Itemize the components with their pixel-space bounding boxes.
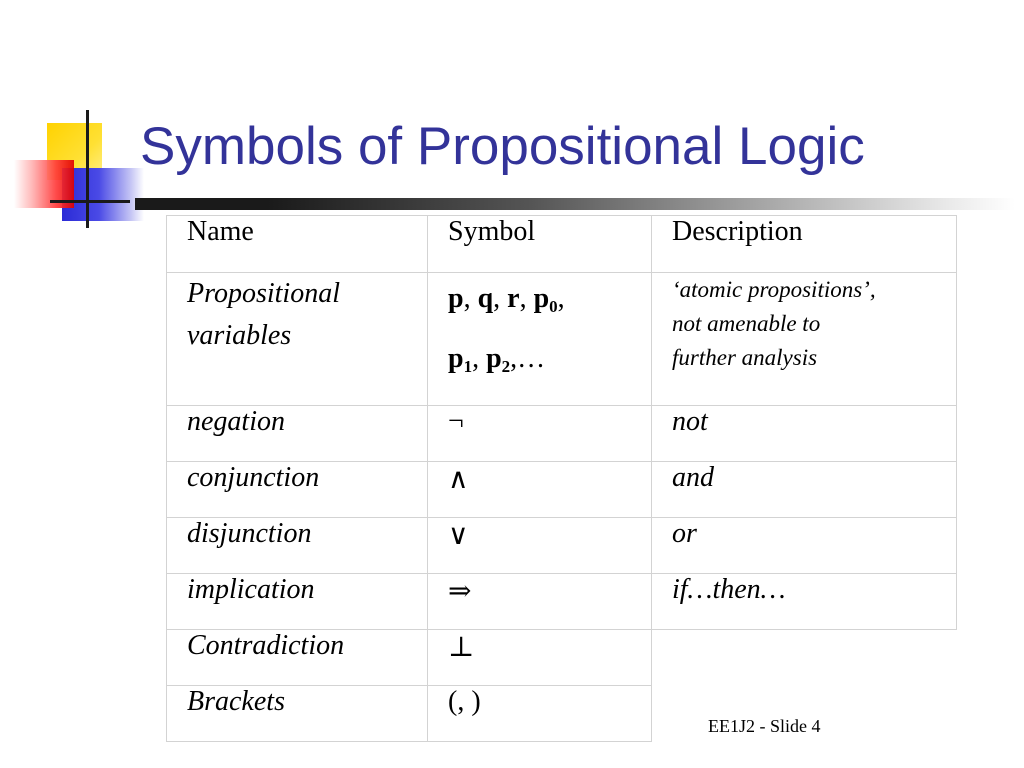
cell-name: conjunction: [167, 462, 428, 518]
name-line: variables: [187, 320, 292, 351]
table-row: [167, 630, 957, 686]
cell-symbol: ¬: [428, 406, 652, 462]
cell-description: not: [652, 406, 957, 462]
symbol-var: p: [448, 343, 464, 374]
symbol-sep: ,: [463, 283, 478, 314]
cell-symbol: ∨: [428, 518, 652, 574]
symbols-table: [166, 215, 957, 742]
symbol-var: r: [507, 283, 520, 314]
table-row: [167, 406, 957, 462]
symbol-var: p: [448, 283, 464, 314]
cell-symbol: ⊥: [428, 630, 652, 686]
description-line: not amenable to: [672, 311, 821, 336]
decorative-logo: [0, 0, 150, 240]
name-line: Propositional: [187, 278, 340, 309]
table-row: [167, 273, 957, 406]
cell-symbol: ∧: [428, 462, 652, 518]
cell-description: if…then…: [652, 574, 957, 630]
logo-blue-square: [62, 168, 144, 221]
cell-symbol: (, ): [428, 686, 652, 742]
cell-description: or: [652, 518, 957, 574]
title-underline-rule: [135, 198, 1015, 210]
symbol-sep: ,: [493, 283, 508, 314]
symbol-subscript: 2: [501, 357, 511, 376]
logo-horizontal-line: [50, 200, 130, 203]
symbol-var: q: [477, 283, 494, 314]
header-description: Description: [652, 216, 957, 273]
table-row: [167, 686, 957, 742]
symbol-var: p: [486, 343, 502, 374]
symbol-subscript: 0: [549, 297, 558, 316]
cell-empty: [652, 630, 957, 686]
description-line: further analysis: [672, 345, 818, 370]
cell-description: and: [652, 462, 957, 518]
symbol-sep: ,…: [510, 343, 546, 374]
symbol-var: p: [533, 283, 550, 314]
cell-symbol: [428, 273, 652, 406]
table-header-row: [167, 216, 957, 273]
description-line: ‘atomic propositions’,: [672, 277, 876, 302]
cell-name: negation: [167, 406, 428, 462]
table-row: [167, 574, 957, 630]
slide-title: Symbols of Propositional Logic: [140, 117, 865, 176]
symbol-sep: ,: [557, 283, 565, 314]
cell-symbol: ⇒: [428, 574, 652, 630]
cell-name: implication: [167, 574, 428, 630]
cell-description: [652, 273, 957, 406]
cell-name: Contradiction: [167, 630, 428, 686]
table-row: [167, 462, 957, 518]
cell-name: [167, 273, 428, 406]
table-row: [167, 518, 957, 574]
slide-footer: EE1J2 - Slide 4: [708, 716, 821, 736]
cell-name: Brackets: [167, 686, 428, 742]
symbol-sep: ,: [519, 283, 534, 314]
header-name: Name: [167, 216, 428, 273]
symbol-sep: ,: [472, 343, 487, 374]
logo-vertical-line: [86, 110, 89, 228]
symbol-subscript: 1: [463, 357, 473, 376]
cell-name: disjunction: [167, 518, 428, 574]
header-symbol: Symbol: [428, 216, 652, 273]
